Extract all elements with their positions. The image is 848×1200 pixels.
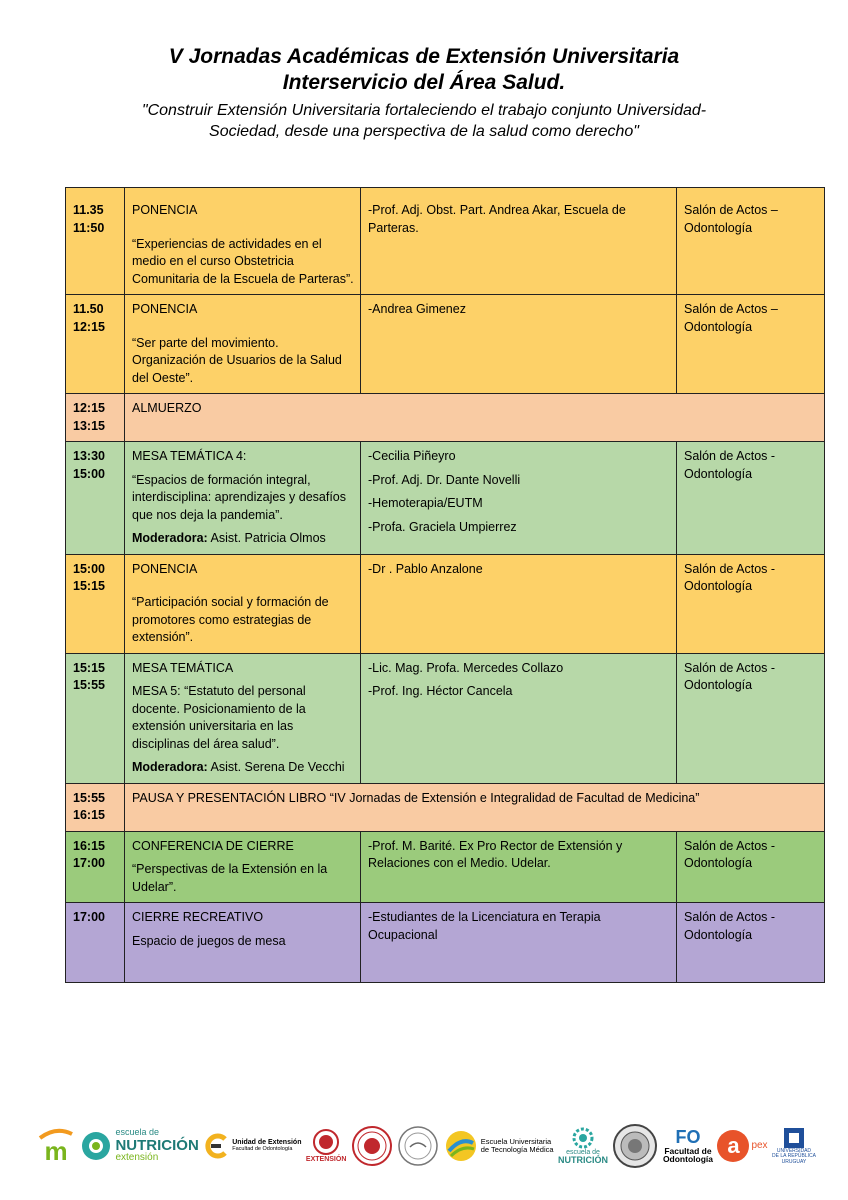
apex-logo: a pex <box>717 1130 767 1162</box>
subtitle-line-1: "Construir Extensión Universitaria fortaleciendo el trabajo conjunto Universidad- <box>141 102 707 119</box>
activity-title: MESA TEMÁTICA 4: <box>132 449 247 463</box>
speakers-cell <box>361 295 677 394</box>
title-line-2: Interservicio del Área Salud. <box>282 71 566 94</box>
venue-cell: Salón de Actos - Odontología <box>677 554 825 653</box>
speaker: -Hemoterapia/EUTM <box>368 496 483 510</box>
schedule-table <box>65 187 825 983</box>
m-logo <box>36 1124 76 1168</box>
apex-mark: a <box>717 1130 749 1162</box>
speakers-cell <box>361 831 677 903</box>
speakers-cell <box>361 188 677 295</box>
time-cell: 17:00 <box>66 903 125 983</box>
speaker: -Prof. Ing. Héctor Cancela <box>368 684 513 698</box>
nutricion-gear-icon <box>80 1130 112 1162</box>
activity-cell <box>125 783 825 831</box>
activity-title: PONENCIA <box>132 561 198 576</box>
schedule-row <box>66 188 825 295</box>
schedule-row <box>66 554 825 653</box>
subtitle-line-2: Sociedad, desde una perspectiva de la salud como derecho" <box>209 123 639 140</box>
seal-icon <box>397 1125 439 1167</box>
time-cell: 12:15 13:15 <box>66 394 125 442</box>
schedule-row <box>66 442 825 555</box>
activity-title: PAUSA Y PRESENTACIÓN LIBRO “IV Jornadas de Extensión e Integralidad de Facultad de Medicina” <box>132 790 700 805</box>
svg-text:m: m <box>44 1136 68 1166</box>
speaker: -Dr . Pablo Anzalone <box>368 561 483 576</box>
venue-cell: Salón de Actos - Odontología <box>677 442 825 555</box>
time-cell: 16:15 17:00 <box>66 831 125 903</box>
schedule-row <box>66 831 825 903</box>
activity-cell <box>125 188 361 295</box>
activity-cell <box>125 903 361 983</box>
time-cell: 15:15 15:55 <box>66 653 125 783</box>
speakers-cell <box>361 903 677 983</box>
moderator: Moderadora: Asist. Serena De Vecchi <box>132 760 345 774</box>
facultad-odontologia-logo: FO Facultad de Odontología <box>662 1126 713 1165</box>
activity-cell <box>125 394 825 442</box>
title-line-1: V Jornadas Académicas de Extensión Universitaria <box>168 45 680 68</box>
time-cell: 15:00 15:15 <box>66 554 125 653</box>
activity-desc: “Experiencias de actividades en el medio en el curso Obstetricia Comunitaria de la Escuela de Parteras”. <box>132 236 354 286</box>
activity-cell <box>125 295 361 394</box>
e-mark-icon <box>203 1131 229 1161</box>
sponsor-logos <box>36 1118 816 1174</box>
time-cell: 15:55 16:15 <box>66 783 125 831</box>
speaker: -Estudiantes de la Licenciatura en Terapia Ocupacional <box>368 910 601 942</box>
activity-title: PONENCIA <box>132 302 198 316</box>
activity-desc: “Ser parte del movimiento. Organización de Usuarios de la Salud del Oeste”. <box>132 335 342 385</box>
speaker: -Lic. Mag. Profa. Mercedes Collazo <box>368 660 564 675</box>
speaker: -Profa. Graciela Umpierrez <box>368 519 517 534</box>
venue-cell: Salón de Actos - Odontología <box>677 831 825 903</box>
moderator: Moderadora: Asist. Patricia Olmos <box>132 531 326 545</box>
escuela-nutricion-logo: escuela de NUTRICIÓN <box>558 1127 608 1166</box>
activity-title: ALMUERZO <box>132 401 202 415</box>
activity-desc: “Espacios de formación integral, interdisciplina: aprendizajes y desafíos que nos deja la pandemia”. <box>132 472 347 522</box>
activity-title: PONENCIA <box>132 203 198 217</box>
seal-icon <box>308 1128 344 1156</box>
activity-title: CONFERENCIA DE CIERRE <box>132 838 294 853</box>
udelar-logo: UNIVERSIDAD DE LA REPÚBLICA URUGUAY <box>772 1127 816 1165</box>
schedule-row <box>66 783 825 831</box>
speakers-cell <box>361 442 677 555</box>
escuela-nutricion-extension-logo: escuela de NUTRICIÓN extensión <box>80 1128 198 1164</box>
time-cell: 11.50 12:15 <box>66 295 125 394</box>
venue-cell: Salón de Actos - Odontología <box>677 653 825 783</box>
activity-cell <box>125 831 361 903</box>
time-cell: 11.35 11:50 <box>66 188 125 295</box>
activity-title: MESA TEMÁTICA <box>132 660 234 675</box>
speakers-cell <box>361 554 677 653</box>
extension-seal-logo: EXTENSIÓN <box>306 1128 346 1163</box>
venue-cell: Salón de Actos – Odontología <box>677 295 825 394</box>
time-cell: 13:30 15:00 <box>66 442 125 555</box>
activity-desc: “Participación social y formación de promotores como estrategias de extensión”. <box>132 595 329 644</box>
activity-title: CIERRE RECREATIVO <box>132 910 264 924</box>
speaker: -Prof. M. Barité. Ex Pro Rector de Extensión y Relaciones con el Medio. Udelar. <box>368 838 623 870</box>
seal-icon <box>612 1123 658 1169</box>
engraved-seal-logo <box>612 1123 658 1169</box>
venue-cell: Salón de Actos - Odontología <box>677 903 825 983</box>
speaker: -Andrea Gimenez <box>368 302 466 316</box>
activity-cell <box>125 653 361 783</box>
schedule-row <box>66 903 825 983</box>
speakers-cell <box>361 653 677 783</box>
gear-icon <box>571 1127 595 1149</box>
speaker: -Prof. Adj. Dr. Dante Novelli <box>368 472 521 487</box>
unidad-extension-logo: Unidad de Extensión Facultad de Odontología <box>203 1131 301 1161</box>
schedule-row <box>66 394 825 442</box>
sun-icon <box>444 1129 478 1163</box>
schedule-row <box>66 295 825 394</box>
seal-icon <box>351 1125 393 1167</box>
speaker: -Cecilia Piñeyro <box>368 449 456 463</box>
eutm-logo: Escuela Universitaria de Tecnología Médica <box>444 1129 554 1163</box>
document-header <box>0 44 848 142</box>
circle-seal-logo <box>397 1125 439 1167</box>
speaker: -Prof. Adj. Obst. Part. Andrea Akar, Escuela de Parteras. <box>368 203 626 235</box>
activity-desc: “Perspectivas de la Extensión en la Udelar”. <box>132 862 328 894</box>
activity-cell <box>125 554 361 653</box>
activity-desc: Espacio de juegos de mesa <box>132 933 286 948</box>
venue-cell: Salón de Actos – Odontología <box>677 188 825 295</box>
activity-desc: MESA 5: “Estatuto del personal docente. Posicionamiento de la extensión universitaria en las disciplinas del área salud”. <box>132 684 306 751</box>
red-seal-logo <box>351 1125 393 1167</box>
udelar-shield-icon <box>783 1127 805 1149</box>
activity-cell <box>125 442 361 555</box>
schedule-row <box>66 653 825 783</box>
